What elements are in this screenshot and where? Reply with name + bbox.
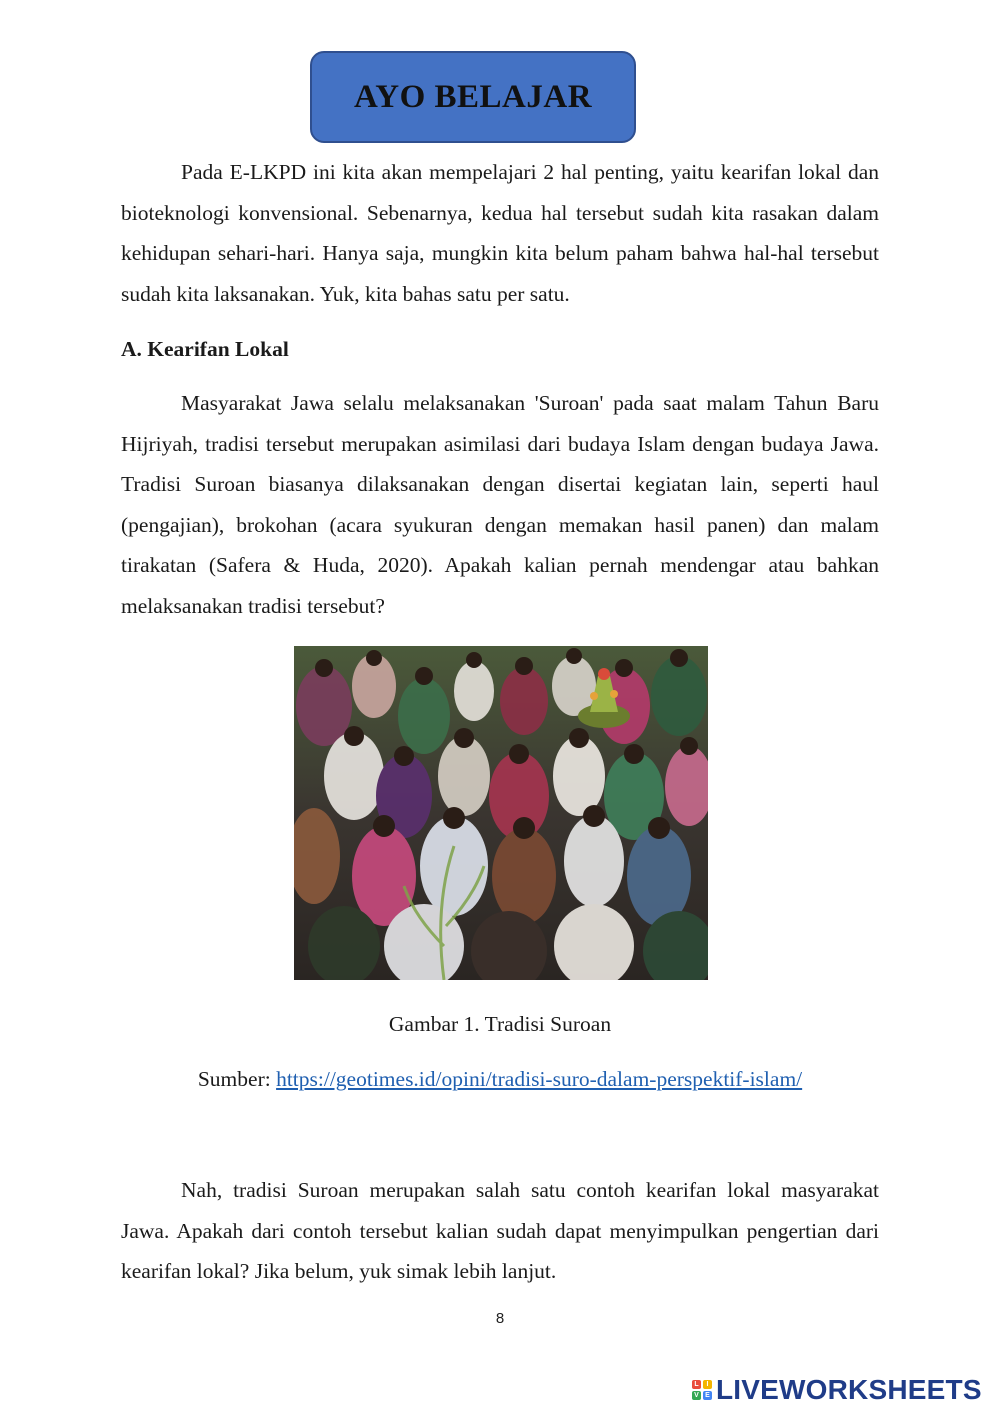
figure-source-link[interactable]: https://geotimes.id/opini/tradisi-suro-dalam-perspektif-islam/ — [276, 1067, 803, 1091]
figure-source — [0, 1067, 1000, 1092]
mark-letter-l: L — [692, 1380, 701, 1389]
page-title: AYO BELAJAR — [353, 78, 593, 115]
figure-caption: Gambar 1. Tradisi Suroan — [388, 1012, 612, 1036]
mark-letter-v: V — [692, 1391, 701, 1400]
suroan-photo — [294, 646, 708, 980]
liveworksheets-logo[interactable] — [692, 1374, 982, 1406]
liveworksheets-mark-icon — [692, 1380, 712, 1400]
intro-paragraph: Pada E-LKPD ini kita akan mempelajari 2 hal penting, yaitu kearifan lokal dan bioteknologi konvensional. Sebenarnya, kedua hal tersebut sudah kita rasakan dalam kehidupan sehari-hari. Hanya saja, mungkin kita belum paham bahwa hal-hal tersebut sudah kita laksanakan. Yuk, kita bahas satu per satu. — [121, 160, 879, 306]
mark-letter-e: E — [703, 1391, 712, 1400]
page-number: 8 — [495, 1310, 505, 1327]
liveworksheets-text: LIVEWORKSHEETS — [716, 1374, 982, 1405]
figure-source-label: Sumber: — [197, 1067, 277, 1091]
section-heading: A. Kearifan Lokal — [121, 337, 289, 361]
page-title-box — [310, 51, 636, 143]
closing-paragraph: Nah, tradisi Suroan merupakan salah satu contoh kearifan lokal masyarakat Jawa. Apakah dari contoh tersebut kalian sudah dapat menyimpulkan pengertian dari kearifan lokal? Jika belum, yuk simak lebih lanjut. — [121, 1178, 879, 1284]
suroan-paragraph: Masyarakat Jawa selalu melaksanakan 'Suroan' pada saat malam Tahun Baru Hijriyah, tradisi tersebut merupakan asimilasi dari budaya Islam dengan budaya Jawa. Tradisi Suroan biasanya dilaksanakan dengan disertai kegiatan lain, seperti haul (pengajian), brokohan (acara syukuran dengan memakan hasil panen) dan malam tirakatan (Safera & Huda, 2020). Apakah kalian pernah mendengar atau bahkan melaksanakan tradisi tersebut? — [121, 391, 879, 618]
mark-letter-i: I — [703, 1380, 712, 1389]
